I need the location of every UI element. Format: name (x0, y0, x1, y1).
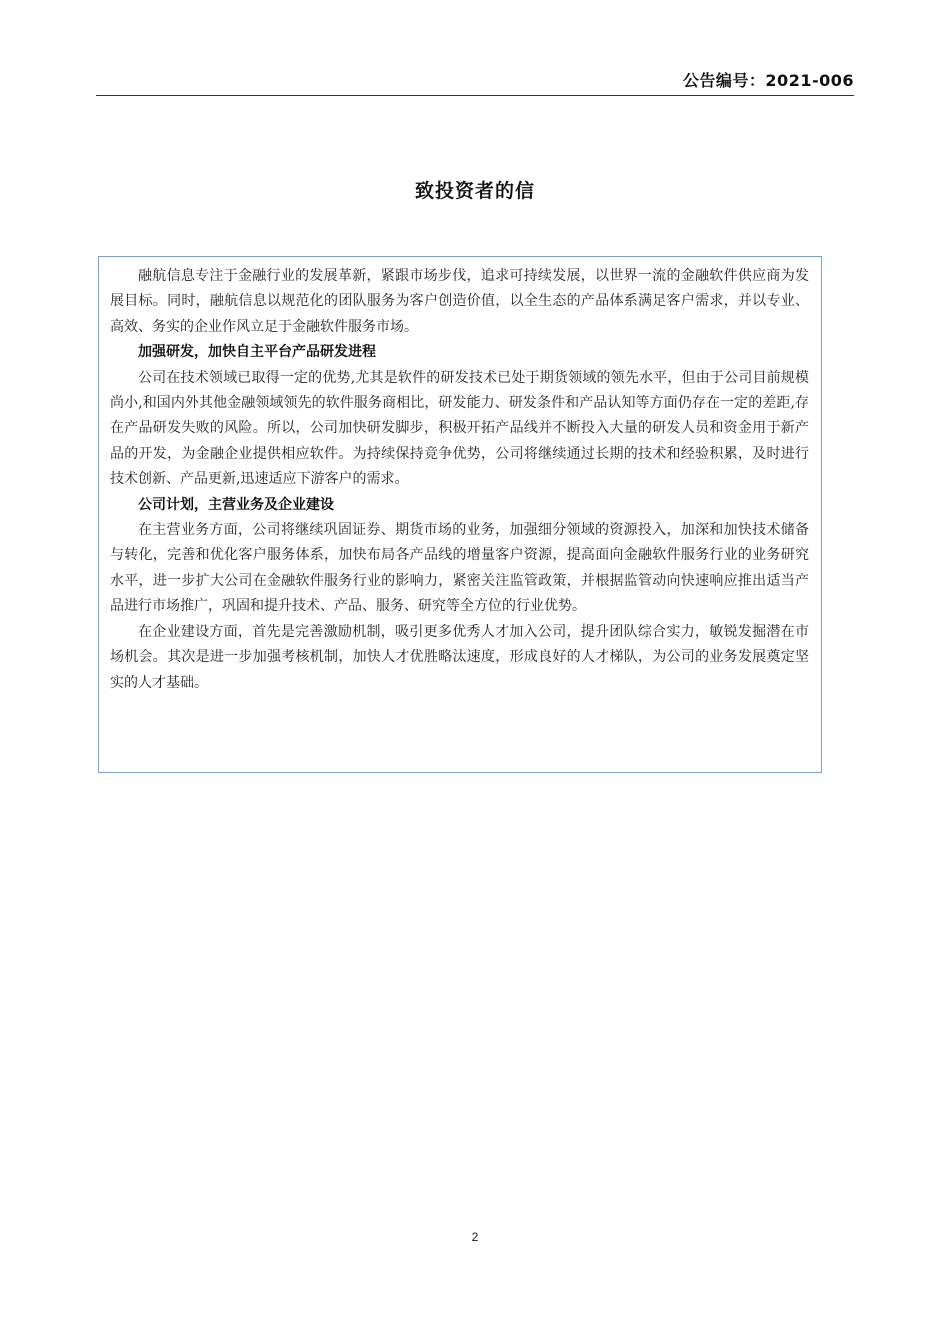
announcement-code: 公告编号：2021-006 (682, 71, 854, 90)
rnd-paragraph: 公司在技术领域已取得一定的优势,尤其是软件的研发技术已处于期货领域的领先水平，但由于公司目前规模尚小,和国内外其他金融领域领先的软件服务商相比，研发能力、研发条件和产品认知等方面仍存在一定的差距,存在产品研发失败的风险。所以，公司加快研发脚步，积极开拓产品线并不断投入大量的研发人员和资金用于新产品的开发，为金融企业提供相应软件。为持续保持竞争优势，公司将继续通过长期的技术和经验积累，及时进行技术创新、产品更新,迅速适应下游客户的需求。 (110, 369, 809, 488)
letter-body-box (98, 256, 822, 773)
section-heading-rnd: 加强研发，加快自主平台产品研发进程 (138, 344, 376, 361)
section-heading-plan: 公司计划，主营业务及企业建设 (138, 496, 334, 513)
intro-paragraph: 融航信息专注于金融行业的发展革新，紧跟市场步伐，追求可持续发展，以世界一流的金融软件供应商为发展目标。同时，融航信息以规范化的团队服务为客户创造价值，以全生态的产品体系满足客户需求，并以专业、高效、务实的企业作风立足于金融软件服务市场。 (110, 268, 809, 335)
page-number: 2 (471, 1230, 479, 1244)
document-title: 致投资者的信 (414, 180, 535, 202)
header-divider (96, 95, 854, 96)
main-business-paragraph: 在主营业务方面，公司将继续巩固证券、期货市场的业务，加强细分领域的资源投入，加深和加快技术储备与转化，完善和优化客户服务体系，加快布局各产品线的增量客户资源，提高面向金融软件服务行业的业务研究水平，进一步扩大公司在金融软件服务行业的影响力，紧密关注监管政策，并根据监管动向快速响应推出适当产品进行市场推广，巩固和提升技术、产品、服务、研究等全方位的行业优势。 (110, 522, 809, 615)
enterprise-building-paragraph: 在企业建设方面，首先是完善激励机制，吸引更多优秀人才加入公司，提升团队综合实力，敏锐发掘潜在市场机会。其次是进一步加强考核机制，加快人才优胜略汰速度，形成良好的人才梯队，为公司的业务发展奠定坚实的人才基础。 (110, 623, 809, 691)
